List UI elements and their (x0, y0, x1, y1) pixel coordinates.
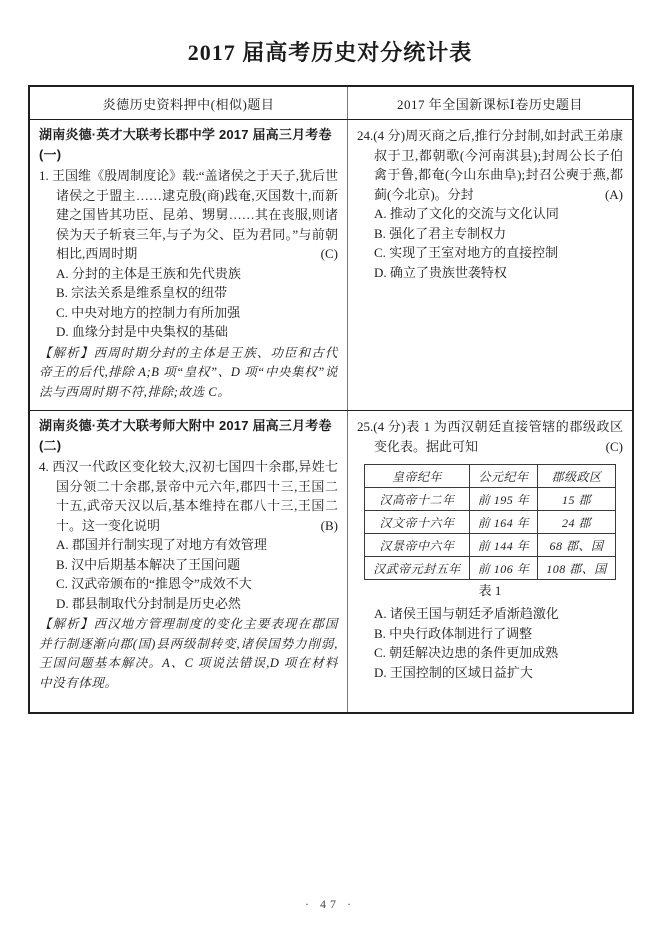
option-item: D. 王国控制的区域日益扩大 (374, 664, 533, 680)
column-header-yande: 炎德历史资料押中(相似)题目 (30, 87, 348, 119)
option-item: A. 推动了文化的交流与文化认同 (374, 206, 559, 221)
cell-national-q24 (348, 120, 632, 410)
answer-label: (C) (320, 246, 338, 261)
cell-emperor-year: 汉景帝中六年 (365, 534, 470, 557)
question-stem (39, 457, 338, 535)
option-item: C. 实现了王室对地方的直接控制 (374, 245, 559, 260)
exam-source: 湖南炎德·英才大联考长郡中学 2017 届高三月考卷(一) (39, 127, 332, 162)
table-row (365, 511, 616, 534)
option-item: C. 朝廷解决边患的条件更加成熟 (374, 645, 559, 660)
analysis-text: 【解析】西汉地方管理制度的变化主要表现在郡国并行制逐渐向郡(国)县两级制转变,诸侯国势力削弱,王国问题基本解决。A、C 项说法错误,D 项在材料中没有体现。 (39, 617, 338, 690)
column-header-national: 2017 年全国新课标Ⅰ卷历史题目 (397, 96, 583, 112)
cell-commandery: 15 郡 (538, 488, 616, 511)
option-item: A. 诸侯王国与朝廷矛盾渐趋激化 (374, 606, 559, 621)
answer-label: (C) (605, 438, 623, 454)
option-item: A. 郡国并行制实现了对地方有效管理 (56, 537, 267, 552)
option-item: B. 汉中后期基本解决了王国问题 (56, 556, 241, 572)
cell-commandery: 24 郡 (538, 511, 616, 534)
region-change-table (364, 464, 616, 580)
cell-ce-year: 前 195 年 (469, 488, 538, 511)
stem-text: 4. 西汉一代政区变化较大,汉初七国四十余郡,异姓七国分领二十余郡,景帝中元六年,郡四十三,王国二十五,武帝天汉以后,基本维持在郡八十三,王国二十。这一变化说明 (39, 459, 338, 533)
option-item: B. 强化了君主专制权力 (374, 225, 507, 241)
cell-ce-year: 前 144 年 (469, 534, 538, 557)
col-header-emperor-year: 皇帝纪年 (365, 465, 470, 488)
cell-yande-q4 (30, 411, 348, 712)
question-stem (357, 417, 623, 456)
cell-ce-year: 前 106 年 (469, 557, 538, 580)
stem-text: 1. 王国维《殷周制度论》载:“盖诸侯之于天子,犹后世诸侯之于盟主……逮克殷(商)践奄,灭国数十,而新建之国皆其功臣、昆弟、甥舅……其在丧服,则诸侯为天子斩衰三年,与子为父、臣为君同。”与前朝相比,西周时期 (39, 168, 338, 261)
option-item: A. 分封的主体是王族和先代贵族 (56, 265, 241, 281)
table-row (365, 488, 616, 511)
cell-yande-q1 (30, 120, 348, 410)
question-stem (39, 166, 338, 264)
table-caption: 表 1 (478, 583, 502, 598)
page-title: 2017 届高考历史对分统计表 (187, 40, 473, 65)
analysis-text: 【解析】西周时期分封的主体是王族、功臣和古代帝王的后代,排除 A;B 项“皇权”、D 项“中央集权”说法与西周时期不符,排除;故选 C。 (39, 345, 338, 399)
option-item: C. 中央对地方的控制力有所加强 (56, 304, 241, 320)
cell-emperor-year: 汉文帝十六年 (365, 511, 470, 534)
option-item: D. 确立了贵族世袭特权 (374, 264, 507, 280)
table-row (30, 120, 632, 411)
col-header-ce-year: 公元纪年 (469, 465, 538, 488)
option-item: D. 血缘分封是中央集权的基础 (56, 324, 228, 339)
cell-emperor-year: 汉武帝元封五年 (365, 557, 470, 580)
cell-commandery: 68 郡、国 (538, 534, 616, 557)
option-item: B. 宗法关系是维系皇权的纽带 (56, 285, 228, 300)
cell-national-q25 (348, 411, 632, 712)
exam-source: 湖南炎德·英才大联考师大附中 2017 届高三月考卷(二) (39, 418, 332, 453)
cell-ce-year: 前 164 年 (469, 511, 538, 534)
page-number: · 47 · (305, 897, 355, 911)
cell-commandery: 108 郡、国 (538, 557, 616, 580)
table-row (365, 465, 616, 488)
answer-label: (A) (604, 186, 623, 202)
table-row (365, 534, 616, 557)
col-header-commandery: 郡级政区 (538, 465, 616, 488)
answer-label: (B) (320, 517, 338, 533)
option-item: C. 汉武帝颁布的“推恩令”成效不大 (56, 576, 252, 591)
stem-text: 25.(4 分)表 1 为西汉朝廷直接管辖的郡级政区变化表。据此可知 (357, 419, 623, 454)
comparison-table (28, 85, 634, 714)
table-header-row (30, 87, 632, 120)
table-row (30, 411, 632, 712)
table-row (365, 557, 616, 580)
cell-emperor-year: 汉高帝十二年 (365, 488, 470, 511)
stem-text: 24.(4 分)周灭商之后,推行分封制,如封武王弟康叔于卫,都朝歌(今河南淇县);封周公长子伯禽于鲁,都奄(今山东曲阜);封召公奭于燕,都蓟(今北京)。分封 (357, 128, 623, 202)
question-stem (357, 126, 623, 204)
option-item: D. 郡县制取代分封制是历史必然 (56, 595, 241, 611)
option-item: B. 中央行政体制进行了调整 (374, 625, 533, 641)
